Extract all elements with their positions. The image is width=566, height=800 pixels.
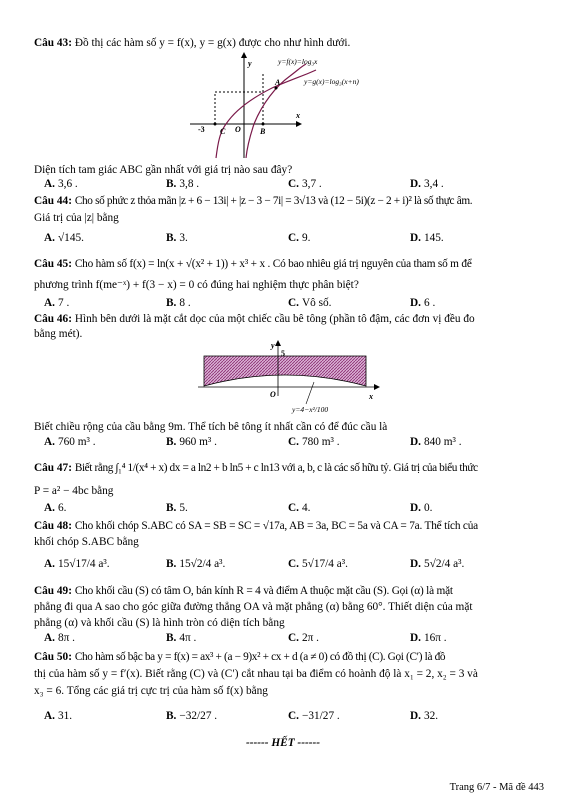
q46-option-b[interactable]: 960 m³ .	[179, 436, 217, 448]
q46-option-c[interactable]: 780 m³ .	[301, 436, 340, 448]
option-letter: B.	[166, 632, 177, 644]
q48-label: Câu 48:	[34, 520, 72, 532]
q49-line-2: phẳng đi qua A sao cho góc giữa đường thẳng OA và mặt phẳng (α) bằng 60°. Thiết diện của mặt	[34, 601, 473, 613]
option-letter: C.	[288, 632, 299, 644]
q44-option-d[interactable]: 145.	[423, 232, 444, 244]
q50-label: Câu 50:	[34, 651, 72, 663]
q44-line-1: Cho số phức z thỏa mãn |z + 6 − 13i| + |z − 3 − 7i| = 3√13 và (12 − 5i)(z − 2 + i)² là số thực âm.	[74, 195, 473, 207]
q47-option-a[interactable]: 6.	[57, 502, 67, 514]
q47-stem-1	[34, 461, 546, 475]
option-letter: C.	[288, 436, 299, 448]
q44-option-c[interactable]: 9.	[301, 232, 311, 244]
q50-line-2: thị của hàm số y = f′(x). Biết rằng (C) và (C′) cắt nhau tại ba điểm có hoành độ là x₁ = 2, x₂ = 3 và	[34, 668, 478, 680]
q46-stem-1	[34, 312, 546, 326]
q44-option-b[interactable]: 3.	[179, 232, 188, 244]
q45-label: Câu 45:	[34, 258, 72, 270]
option-letter: A.	[44, 710, 55, 722]
option-letter: A.	[44, 558, 55, 570]
option-letter: D.	[410, 502, 421, 514]
q46-label: Câu 46:	[34, 313, 72, 325]
option-letter: B.	[166, 232, 177, 244]
q43-label: Câu 43:	[34, 37, 72, 49]
option-letter: C.	[288, 232, 299, 244]
q48-line-2: khối chóp S.ABC bằng	[34, 536, 139, 548]
q49-stem-1	[34, 584, 546, 598]
q50-option-d[interactable]: 32.	[423, 710, 439, 722]
q45-line-1: Cho hàm số f(x) = ln(x + √(x² + 1)) + x³ + x . Có bao nhiêu giá trị nguyên của tham số m để	[74, 258, 472, 270]
q47-option-b[interactable]: 5.	[179, 502, 188, 514]
q49-line-1: Cho khối cầu (S) có tâm O, bán kính R = 4 và điểm A thuộc mặt cầu (S). Gọi (α) là mặt	[74, 585, 453, 597]
q50-stem-1	[34, 650, 546, 664]
q44-option-a[interactable]: √145.	[57, 232, 84, 244]
graph-f-label: y=f(x)=log₃x	[278, 57, 318, 66]
q49-line-3: phẳng (α) và khối cầu (S) là hình tròn có diện tích bằng	[34, 617, 285, 629]
q49-option-a[interactable]: 8π .	[57, 632, 75, 644]
page-footer: Trang 6/7 - Mã đề 443	[449, 782, 544, 793]
q46-option-d[interactable]: 840 m³ .	[423, 436, 462, 448]
option-letter: A.	[44, 436, 55, 448]
q44-options	[44, 232, 546, 246]
q44-line-2: Giá trị của |z| bằng	[34, 212, 119, 224]
q43-question: Diện tích tam giác ABC gần nhất với giá trị nào sau đây?	[34, 164, 293, 176]
option-letter: A.	[44, 232, 55, 244]
q50-option-a[interactable]: 31.	[57, 710, 73, 722]
option-letter: B.	[166, 178, 177, 190]
q50-options	[44, 710, 546, 724]
q48-option-a[interactable]: 15√17/4 a³.	[57, 558, 110, 570]
option-letter: A.	[44, 297, 55, 309]
option-letter: D.	[410, 558, 421, 570]
option-letter: B.	[166, 502, 177, 514]
fig-origin-label: O	[270, 390, 276, 399]
q43-option-c[interactable]: 3,7 .	[301, 178, 322, 190]
graph-point-c: C	[220, 127, 226, 136]
q46-option-a[interactable]: 760 m³ .	[57, 436, 96, 448]
q48-stem-1	[34, 519, 546, 533]
q45-stem-1	[34, 257, 546, 271]
fig-curve-label: y=4−x²/100	[292, 405, 329, 414]
q44-stem-1	[34, 194, 546, 208]
q45-option-a[interactable]: 7 .	[57, 297, 70, 309]
q49-option-b[interactable]: 4π .	[179, 632, 197, 644]
q50-option-c[interactable]: −31/27 .	[301, 710, 340, 722]
q45-line-2: phương trình f(me⁻ˣ) + f(3 − x) = 0 có đúng hai nghiệm thực phân biệt?	[34, 279, 359, 291]
option-letter: C.	[288, 297, 299, 309]
graph-point-a: A	[275, 78, 281, 87]
q44-label: Câu 44:	[34, 195, 72, 207]
graph-origin: O	[235, 125, 241, 134]
option-letter: D.	[410, 710, 421, 722]
graph-y-label: y	[248, 59, 252, 68]
q49-options	[44, 632, 546, 646]
fig-x-label: x	[369, 392, 373, 401]
graph-tick-minus3: -3	[198, 125, 205, 134]
option-letter: D.	[410, 178, 421, 190]
q47-line-1: Biết rằng ∫₁⁴ 1/(x⁴ + x) dx = a ln2 + b ln5 + c ln13 với a, b, c là các số hữu tỷ. Giá trị của biểu thức	[74, 462, 478, 474]
q43-graph	[190, 52, 390, 160]
q49-label: Câu 49:	[34, 585, 72, 597]
q46-bridge-figure	[196, 340, 386, 420]
q45-option-c[interactable]: Vô số.	[301, 297, 332, 309]
fig-y-label: y	[271, 341, 275, 350]
q45-option-d[interactable]: 6 .	[423, 297, 436, 309]
option-letter: B.	[166, 297, 177, 309]
q45-option-b[interactable]: 8 .	[179, 297, 191, 309]
option-letter: B.	[166, 558, 177, 570]
q46-options	[44, 436, 546, 450]
q50-line-3: x₃ = 6. Tổng các giá trị cực trị của hàm số f(x) bằng	[34, 685, 268, 697]
q47-option-c[interactable]: 4.	[301, 502, 311, 514]
option-letter: A.	[44, 178, 55, 190]
q43-stem	[34, 36, 546, 50]
option-letter: C.	[288, 710, 299, 722]
graph-g-label: y=g(x)=log₃(x+n)	[304, 77, 359, 86]
q49-option-d[interactable]: 16π .	[423, 632, 447, 644]
q43-option-b[interactable]: 3,8 .	[179, 178, 200, 190]
q46-line-1: Hình bên dưới là mặt cắt dọc của một chiếc cầu bê tông (phần tô đậm, các đơn vị đều đo	[74, 313, 475, 325]
graph-x-label: x	[296, 111, 300, 120]
option-letter: D.	[410, 232, 421, 244]
q48-line-1: Cho khối chóp S.ABC có SA = SB = SC = √17a, AB = 3a, BC = 5a và CA = 7a. Thể tích của	[74, 520, 478, 532]
graph-point-b: B	[260, 127, 266, 136]
q43-option-a[interactable]: 3,6 .	[57, 178, 78, 190]
option-letter: B.	[166, 436, 177, 448]
option-letter: C.	[288, 502, 299, 514]
fig-five-label: 5	[281, 349, 285, 358]
option-letter: D.	[410, 297, 421, 309]
q43-option-d[interactable]: 3,4 .	[423, 178, 444, 190]
q45-options	[44, 297, 546, 311]
option-letter: D.	[410, 436, 421, 448]
option-letter: C.	[288, 558, 299, 570]
option-letter: B.	[166, 710, 177, 722]
q50-option-b[interactable]: −32/27 .	[179, 710, 218, 722]
q43-options	[44, 178, 546, 192]
option-letter: D.	[410, 632, 421, 644]
end-mark: ------ HẾT ------	[245, 737, 320, 749]
q46-line-3: Biết chiều rộng của cầu bằng 9m. Thể tích bê tông ít nhất cần có để đúc cầu là	[34, 421, 388, 433]
option-letter: A.	[44, 632, 55, 644]
option-letter: A.	[44, 502, 55, 514]
q43-text: Đồ thị các hàm số y = f(x), y = g(x) được cho như hình dưới.	[74, 37, 351, 49]
q49-option-c[interactable]: 2π .	[301, 632, 319, 644]
q48-option-b[interactable]: 15√2/4 a³.	[179, 558, 226, 570]
q50-line-1: Cho hàm số bậc ba y = f(x) = ax³ + (a − 9)x² + cx + d (a ≠ 0) có đồ thị (C). Gọi (C′) là đồ	[74, 651, 446, 663]
q48-option-d[interactable]: 5√2/4 a³.	[423, 558, 465, 570]
q48-options	[44, 558, 546, 572]
option-letter: C.	[288, 178, 299, 190]
q48-option-c[interactable]: 5√17/4 a³.	[301, 558, 348, 570]
q47-line-2: P = a² − 4bc bằng	[34, 485, 114, 497]
q46-line-2: bằng mét).	[34, 328, 83, 340]
q47-option-d[interactable]: 0.	[423, 502, 433, 514]
q47-label: Câu 47:	[34, 462, 72, 474]
q47-options	[44, 502, 546, 516]
